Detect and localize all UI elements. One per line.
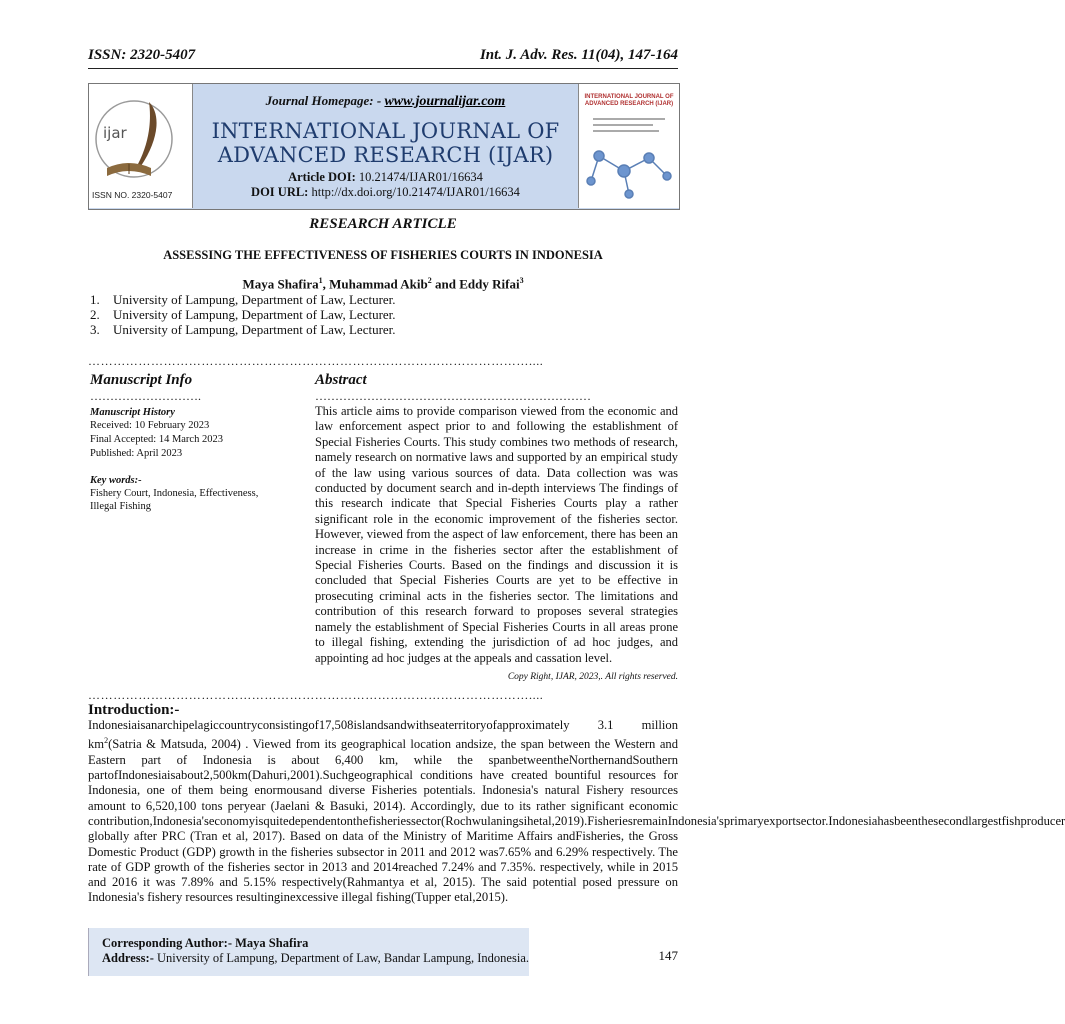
affiliation-number: 3. [90, 322, 100, 337]
article-type: RESEARCH ARTICLE [309, 216, 457, 232]
intro-text-part1: Indonesiaisanarchipelagiccountryconsistingof17,508islandsandwithseaterritoryofapproximately 3.1 million km [88, 718, 678, 752]
header-rule [88, 68, 678, 69]
logo-text: ijar [103, 124, 127, 142]
doi-url-link[interactable]: http://dx.doi.org/10.21474/IJAR01/16634 [311, 185, 520, 199]
affiliation-item [90, 292, 396, 308]
homepage-link[interactable]: www.journalijar.com [384, 94, 506, 109]
author-affiliation-sup: 1 [318, 276, 323, 285]
author-name: Eddy Rifai [459, 276, 520, 292]
cover-text-line [593, 130, 659, 132]
published-date: Published: April 2023 [90, 448, 183, 459]
article-doi [192, 170, 579, 185]
dotted-separator: …………………………………………………………… [315, 389, 591, 403]
doi-value: 10.21474/IJAR01/16634 [358, 170, 483, 184]
doi-url [192, 185, 579, 200]
keywords-label: Key words:- [90, 475, 142, 486]
affiliation-number: 1. [90, 292, 100, 307]
superscript: 2 [104, 736, 109, 746]
author-separator: and [431, 276, 460, 292]
introduction-heading: Introduction:- [88, 702, 180, 718]
author-affiliation-sup: 3 [519, 276, 524, 285]
dotted-separator: …………………………………………………………………………………………….... [88, 688, 544, 702]
author-affiliation-sup: 2 [427, 276, 432, 285]
corresponding-author-box [88, 928, 529, 976]
article-title: ASSESSING THE EFFECTIVENESS OF FISHERIES COURTS IN INDONESIA [163, 248, 603, 262]
abstract-text: This article aims to provide comparison viewed from the economic and law enforcement aspect prior to and following the establishment of Special Fisheries Courts. This study combines two methods of research, namely research on normative laws and supported by an empirical study of the law using various sources of data. Data collection was was conducted by document search and in-depth interviews The findings of this research indicate that Special Fisheries Courts play a rather significant role in the economic improvement of the fisheries sector. However, viewed from the aspect of law enforcement, there has been an increase in crime in the fisheries sector after the establishment of Special Fisheries Courts. Based on the findings and discussion it is concluded that Special Fisheries Courts are yet to be effective in prosecuting criminal acts in the fisheries sector. The limitations and contribution of this research forward to proposes several strategies namely the establishment of Special Fisheries Courts in all areas prone to illegal fishing, extending the jurisdiction of ad hoc judges, and appointing ad hoc judges at the appeals and cassation level. [315, 404, 678, 665]
affiliation-text: University of Lampung, Department of Law, Lecturer. [113, 322, 396, 337]
journal-logo [89, 84, 193, 208]
abstract-heading: Abstract [315, 372, 367, 388]
journal-title-line2: ADVANCED RESEARCH (IJAR) [217, 143, 554, 167]
page-number: 147 [658, 948, 678, 963]
copyright: Copy Right, IJAR, 2023,. All rights reserved. [507, 672, 678, 682]
manuscript-history-label: Manuscript History [90, 407, 175, 418]
author-separator: , [322, 276, 330, 292]
cover-text-line [593, 118, 665, 120]
molecule-graphic-icon [579, 136, 679, 206]
affiliation-text: University of Lampung, Department of Law, Lecturer. [113, 307, 396, 322]
journal-homepage [192, 93, 579, 110]
journal-banner [88, 83, 680, 210]
affiliation-number: 2. [90, 307, 100, 322]
dotted-separator: …………………………………………………………………………………………….... [88, 354, 544, 368]
author-name: Muhammad Akib [329, 276, 428, 292]
received-date: Received: 10 February 2023 [90, 420, 210, 431]
cover-title: INTERNATIONAL JOURNAL OF ADVANCED RESEARCH (IJAR) [584, 94, 674, 107]
author-list [88, 276, 678, 292]
introduction-paragraph [88, 718, 1065, 906]
issn-header: ISSN: 2320-5407 [88, 47, 196, 63]
doi-url-label: DOI URL: [251, 185, 309, 199]
cover-text-line [593, 124, 653, 126]
affiliation-item [90, 307, 396, 323]
manuscript-info-heading: Manuscript Info [90, 372, 193, 388]
journal-title [192, 119, 579, 167]
dotted-separator: ………………………. [90, 389, 201, 403]
doi-label: Article DOI: [288, 170, 356, 184]
journal-cover-thumbnail [578, 84, 679, 208]
citation-header: Int. J. Adv. Res. 11(04), 147-164 [479, 47, 678, 63]
homepage-label: Journal Homepage: - [265, 93, 382, 108]
accepted-date: Final Accepted: 14 March 2023 [90, 434, 223, 445]
author-name: Maya Shafira [242, 276, 319, 292]
intro-text-part2: (Satria & Matsuda, 2004) . Viewed from its geographical location andsize, the span between the Western and Eastern part of Indonesia is about 6,400 km, while the spanbetweentheNorthernandSouthern partofIndonesiaisabout2,500km(Dahuri,2001).Suchgeographical conditions have created bountiful resources for Indonesia, one of them being enormousand diverse Fisheries potentials. Indonesia's natural Fishery resources amount to 6,520,100 tons peryear (Jaelani & Basuki, 2014). Accordingly, due to its rather significant economic contribution,Indonesia'seconomyisquitedependentonthefisheriessector(Rochwulaningsihetal,2019).FisheriesremainIndonesia'sprimaryexportsector.Indonesiahasbeenthesecondlargestfishproducer globally after PRC (Tran et al, 2017). Based on data of the Ministry of Maritime Affairs andFisheries, the Gross Domestic Product (GDP) growth in the fisheries subsector in 2011 and 2012 was7.65% and 6.29% respectively. The rate of GDP growth of the fisheries sector in 2013 and 2014reached 7.24% and 7.35%. respectively, while in 2015 and 2016 it was 7.89% and 5.15% respectively(Rahmantya et al, 2015). The said potential posed pressure on Indonesia's fishery resources resultinginexcessive illegal fishing(Tupper etal,2015). [88, 737, 1065, 905]
address-text: University of Lampung, Department of Law, Bandar Lampung, Indonesia. [156, 951, 529, 965]
corresponding-address [102, 951, 529, 966]
journal-title-line1: INTERNATIONAL JOURNAL OF [211, 119, 560, 143]
address-label: Address:- [102, 951, 154, 965]
logo-issn: ISSN NO. 2320-5407 [92, 190, 173, 200]
keywords: Fishery Court, Indonesia, Effectiveness, Illegal Fishing [90, 488, 259, 512]
affiliation-item [90, 322, 396, 338]
affiliation-text: University of Lampung, Department of Law, Lecturer. [113, 292, 396, 307]
corresponding-author-label: Corresponding Author:- Maya Shafira [102, 936, 309, 950]
